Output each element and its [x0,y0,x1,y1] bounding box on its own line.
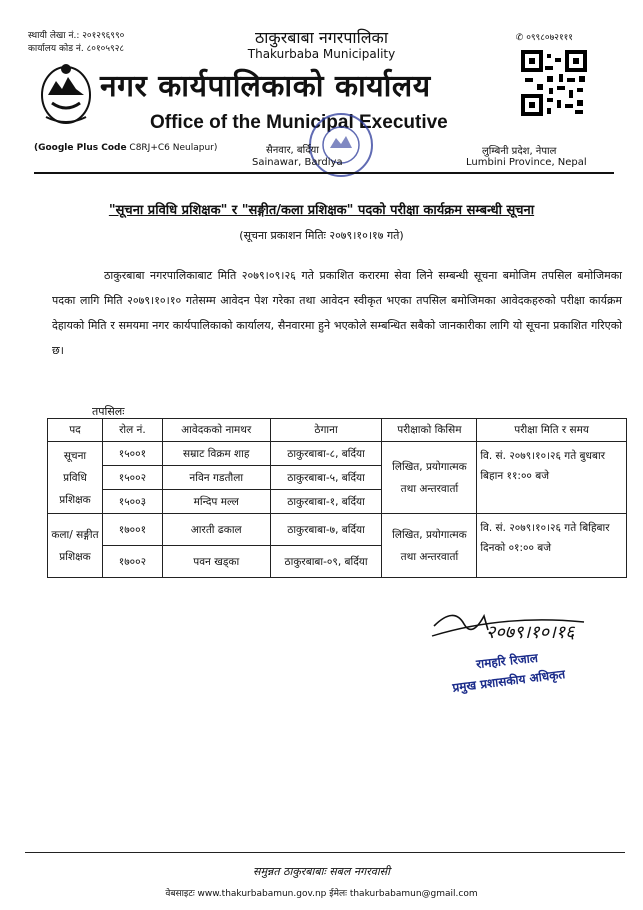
name-cell: आरती ढकाल [162,514,270,546]
header-exam-datetime: परीक्षा मिति र समय [477,419,627,442]
post-cell: सूचना प्रविधि प्रशिक्षक [48,442,103,514]
address-nepali: सैनवार, बर्दिया [266,145,319,156]
footer-divider [25,852,625,853]
footer-slogan: समुन्नत ठाकुरबाबाः सबल नगरवासी [253,865,390,878]
signatory-title: प्रमुख प्रशासकीय अधिकृत [451,667,566,695]
roll-cell: १७००२ [102,546,162,578]
pan-number: स्थायी लेखा नं.: २०१२९६९९० [28,31,125,41]
name-cell: नविन गडतौला [162,466,270,490]
office-title-english: Office of the Municipal Executive [150,112,448,133]
name-cell: सम्राट विक्रम शाह [162,442,270,466]
table-row [48,514,627,546]
exam-datetime-cell: वि. सं. २०७९।१०।२६ गते बुधबार बिहान ११:०० बजे [477,442,627,514]
header-exam-type: परीक्षाको किसिम [382,419,477,442]
handwritten-signature [424,596,594,656]
footer-contact: वेबसाइटः www.thakurbabamun.gov.np ईमेलः thakurbabamun@gmail.com [165,889,478,899]
province-nepali: लुम्बिनी प्रदेश, नेपाल [482,146,557,157]
nepal-emblem-logo [40,55,92,127]
roll-cell: १५००३ [102,490,162,514]
phone-number: ✆ ०९९८०७२१११ [515,33,573,43]
province-english: Lumbini Province, Nepal [466,157,587,168]
header-divider [34,172,614,174]
roll-cell: १७००१ [102,514,162,546]
exam-schedule-table [47,418,627,578]
table-row [48,442,627,466]
header-address: ठेगाना [270,419,382,442]
header-post: पद [48,419,103,442]
header-applicant-name: आवेदकको नामथर [162,419,270,442]
header-roll-number: रोल नं. [102,419,162,442]
address-cell: ठाकुरबाबा-५, बर्दिया [270,466,382,490]
schedule-label: तपसिलः [92,405,125,418]
address-cell: ठाकुरबाबा-७, बर्दिया [270,514,382,546]
signatory-name: रामहरि रिजाल [475,650,539,672]
notice-title: "सूचना प्रविधि प्रशिक्षक" र "सङ्गीत/कला प्रशिक्षक" पदको परीक्षा कार्यक्रम सम्बन्धी सूचना [108,203,535,218]
office-title-nepali: नगर कार्यपालिकाको कार्यालय [100,69,431,104]
address-cell: ठाकुरबाबा-८, बर्दिया [270,442,382,466]
office-code: कार्यालय कोड नं. ८०१०५९२८ [28,44,125,54]
exam-type-cell: लिखित, प्रयोगात्मक तथा अन्तरवार्ता [382,514,477,578]
phone-icon: ✆ [515,33,524,43]
address-cell: ठाकुरबाबा-१, बर्दिया [270,490,382,514]
notice-body: ठाकुरबाबा नगरपालिकाबाट मिति २०७९।०९।२६ गते प्रकाशित करारमा सेवा लिने सम्बन्धी सूचना बमोजिम तपसिल बमोजिमका पदका लागि मिति २०७९।१०।१० गतेसम्म आवेदन पेश गरेका तथा आवेदन स्वीकृत भएका तपसिल बमोजिमका आवेदकहरुको परीक्षा कार्यक्रम देहायको मिति र समयमा नगर कार्यपालिकाको कार्यालय, सैनवारमा हुने भएकोले सम्बन्धित सबैको जानकारीका लागि यो सूचना प्रकाशित गरिएको छ। [52,269,622,357]
table-header-row [48,419,627,442]
qr-code-icon [521,50,587,116]
exam-datetime-cell: वि. सं. २०७९।१०।२६ गते बिहिबार दिनको ०१:०० बजे [477,514,627,578]
roll-cell: १५००१ [102,442,162,466]
address-english: Sainawar, Bardiya [252,157,343,168]
exam-type-cell: लिखित, प्रयोगात्मक तथा अन्तरवार्ता [382,442,477,514]
address-cell: ठाकुरबाबा-०९, बर्दिया [270,546,382,578]
google-plus-code: (Google Plus Code C8RJ+C6 Neulapur) [34,143,218,153]
municipality-name-nepali: ठाकुरबाबा नगरपालिका [254,28,388,47]
post-cell: कला/ सङ्गीत प्रशिक्षक [48,514,103,578]
notice-publish-date: (सूचना प्रकाशन मितिः २०७९।१०।१७ गते) [239,229,404,242]
municipality-name-english: Thakurbaba Municipality [247,47,396,61]
name-cell: मन्दिप मल्ल [162,490,270,514]
roll-cell: १५००२ [102,466,162,490]
signature-date: २०७९।१०।१६ [486,622,575,643]
name-cell: पवन खड्का [162,546,270,578]
